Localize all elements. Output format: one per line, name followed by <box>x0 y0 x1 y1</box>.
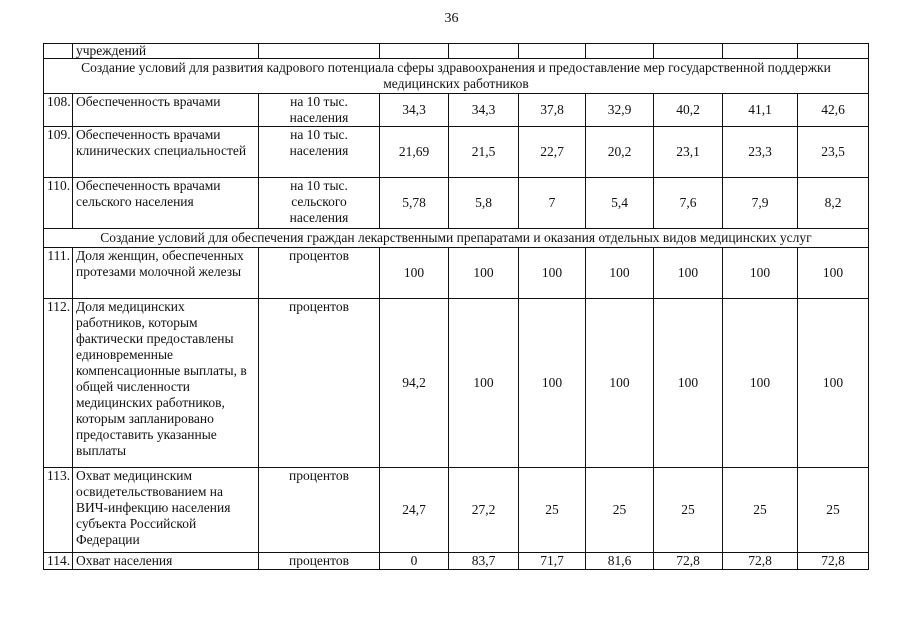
value-cell <box>586 44 654 59</box>
row-unit-cell: процентов <box>259 299 380 468</box>
row-name-cell: Обеспеченность врачами сельского населения <box>73 178 259 229</box>
value-cell: 94,2 <box>380 299 449 468</box>
value-cell <box>654 44 723 59</box>
value-cell: 5,4 <box>586 178 654 229</box>
value-cell: 100 <box>654 248 723 299</box>
value-cell: 7,6 <box>654 178 723 229</box>
table-row <box>44 178 869 229</box>
value-cell: 34,3 <box>380 94 449 127</box>
value-cell: 23,3 <box>723 127 798 178</box>
value-cell: 25 <box>798 468 869 553</box>
value-cell: 5,78 <box>380 178 449 229</box>
value-cell: 100 <box>519 248 586 299</box>
value-cell: 100 <box>519 299 586 468</box>
value-cell: 0 <box>380 553 449 570</box>
row-name-cell: учреждений <box>73 44 259 59</box>
row-number-cell: 111. <box>44 248 73 299</box>
value-cell: 24,7 <box>380 468 449 553</box>
value-cell: 22,7 <box>519 127 586 178</box>
value-cell: 41,1 <box>723 94 798 127</box>
table-row <box>44 248 869 299</box>
table-row <box>44 299 869 468</box>
value-cell: 40,2 <box>654 94 723 127</box>
row-number-cell: 109. <box>44 127 73 178</box>
value-cell <box>798 44 869 59</box>
value-cell: 100 <box>654 299 723 468</box>
row-name-cell: Охват населения <box>73 553 259 570</box>
value-cell: 100 <box>449 299 519 468</box>
value-cell: 8,2 <box>798 178 869 229</box>
value-cell: 27,2 <box>449 468 519 553</box>
row-number-cell <box>44 44 73 59</box>
value-cell: 7,9 <box>723 178 798 229</box>
value-cell: 100 <box>586 299 654 468</box>
value-cell: 21,69 <box>380 127 449 178</box>
row-name-cell: Доля женщин, обеспеченных протезами молочной железы <box>73 248 259 299</box>
value-cell: 81,6 <box>586 553 654 570</box>
value-cell: 100 <box>798 299 869 468</box>
value-cell: 37,8 <box>519 94 586 127</box>
value-cell: 25 <box>586 468 654 553</box>
value-cell <box>519 44 586 59</box>
row-unit-cell: процентов <box>259 468 380 553</box>
value-cell: 83,7 <box>449 553 519 570</box>
value-cell: 25 <box>723 468 798 553</box>
value-cell: 25 <box>654 468 723 553</box>
value-cell <box>449 44 519 59</box>
table-row-continuation <box>44 44 869 59</box>
value-cell: 23,1 <box>654 127 723 178</box>
indicators-table <box>43 43 869 570</box>
value-cell: 25 <box>519 468 586 553</box>
value-cell: 72,8 <box>723 553 798 570</box>
row-number-cell: 110. <box>44 178 73 229</box>
row-unit-cell: процентов <box>259 553 380 570</box>
section-title: Создание условий для развития кадрового потенциала сферы здравоохранения и предоставление мер государственной поддержки медицинских работников <box>44 59 869 94</box>
value-cell: 100 <box>723 299 798 468</box>
table-row <box>44 468 869 553</box>
table-row <box>44 127 869 178</box>
value-cell: 100 <box>723 248 798 299</box>
table-row <box>44 94 869 127</box>
row-name-cell: Обеспеченность врачами клинических специальностей <box>73 127 259 178</box>
section-row <box>44 59 869 94</box>
value-cell: 72,8 <box>654 553 723 570</box>
row-number-cell: 112. <box>44 299 73 468</box>
row-name-cell: Обеспеченность врачами <box>73 94 259 127</box>
row-name-cell: Охват медицинским освидетельствованием на ВИЧ-инфекцию населения субъекта Российской Федерации <box>73 468 259 553</box>
row-number-cell: 114. <box>44 553 73 570</box>
value-cell: 72,8 <box>798 553 869 570</box>
value-cell <box>723 44 798 59</box>
value-cell: 100 <box>449 248 519 299</box>
row-unit-cell <box>259 44 380 59</box>
value-cell: 100 <box>380 248 449 299</box>
section-title: Создание условий для обеспечения граждан лекарственными препаратами и оказания отдельных видов медицинских услуг <box>44 229 869 248</box>
value-cell: 7 <box>519 178 586 229</box>
row-number-cell: 108. <box>44 94 73 127</box>
value-cell: 100 <box>798 248 869 299</box>
value-cell: 42,6 <box>798 94 869 127</box>
row-name-cell: Доля медицинских работников, которым фактически предоставлены единовременные компенсационные выплаты, в общей численности медицинских работников, которым запланировано предоставить указанные выплаты <box>73 299 259 468</box>
value-cell: 32,9 <box>586 94 654 127</box>
section-row <box>44 229 869 248</box>
row-unit-cell: на 10 тыс. сельского населения <box>259 178 380 229</box>
value-cell: 20,2 <box>586 127 654 178</box>
value-cell <box>380 44 449 59</box>
row-unit-cell: на 10 тыс. населения <box>259 94 380 127</box>
value-cell: 71,7 <box>519 553 586 570</box>
row-unit-cell: на 10 тыс. населения <box>259 127 380 178</box>
page-number: 36 <box>444 11 459 26</box>
value-cell: 21,5 <box>449 127 519 178</box>
value-cell: 5,8 <box>449 178 519 229</box>
table-row <box>44 553 869 570</box>
row-unit-cell: процентов <box>259 248 380 299</box>
value-cell: 100 <box>586 248 654 299</box>
row-number-cell: 113. <box>44 468 73 553</box>
value-cell: 23,5 <box>798 127 869 178</box>
value-cell: 34,3 <box>449 94 519 127</box>
